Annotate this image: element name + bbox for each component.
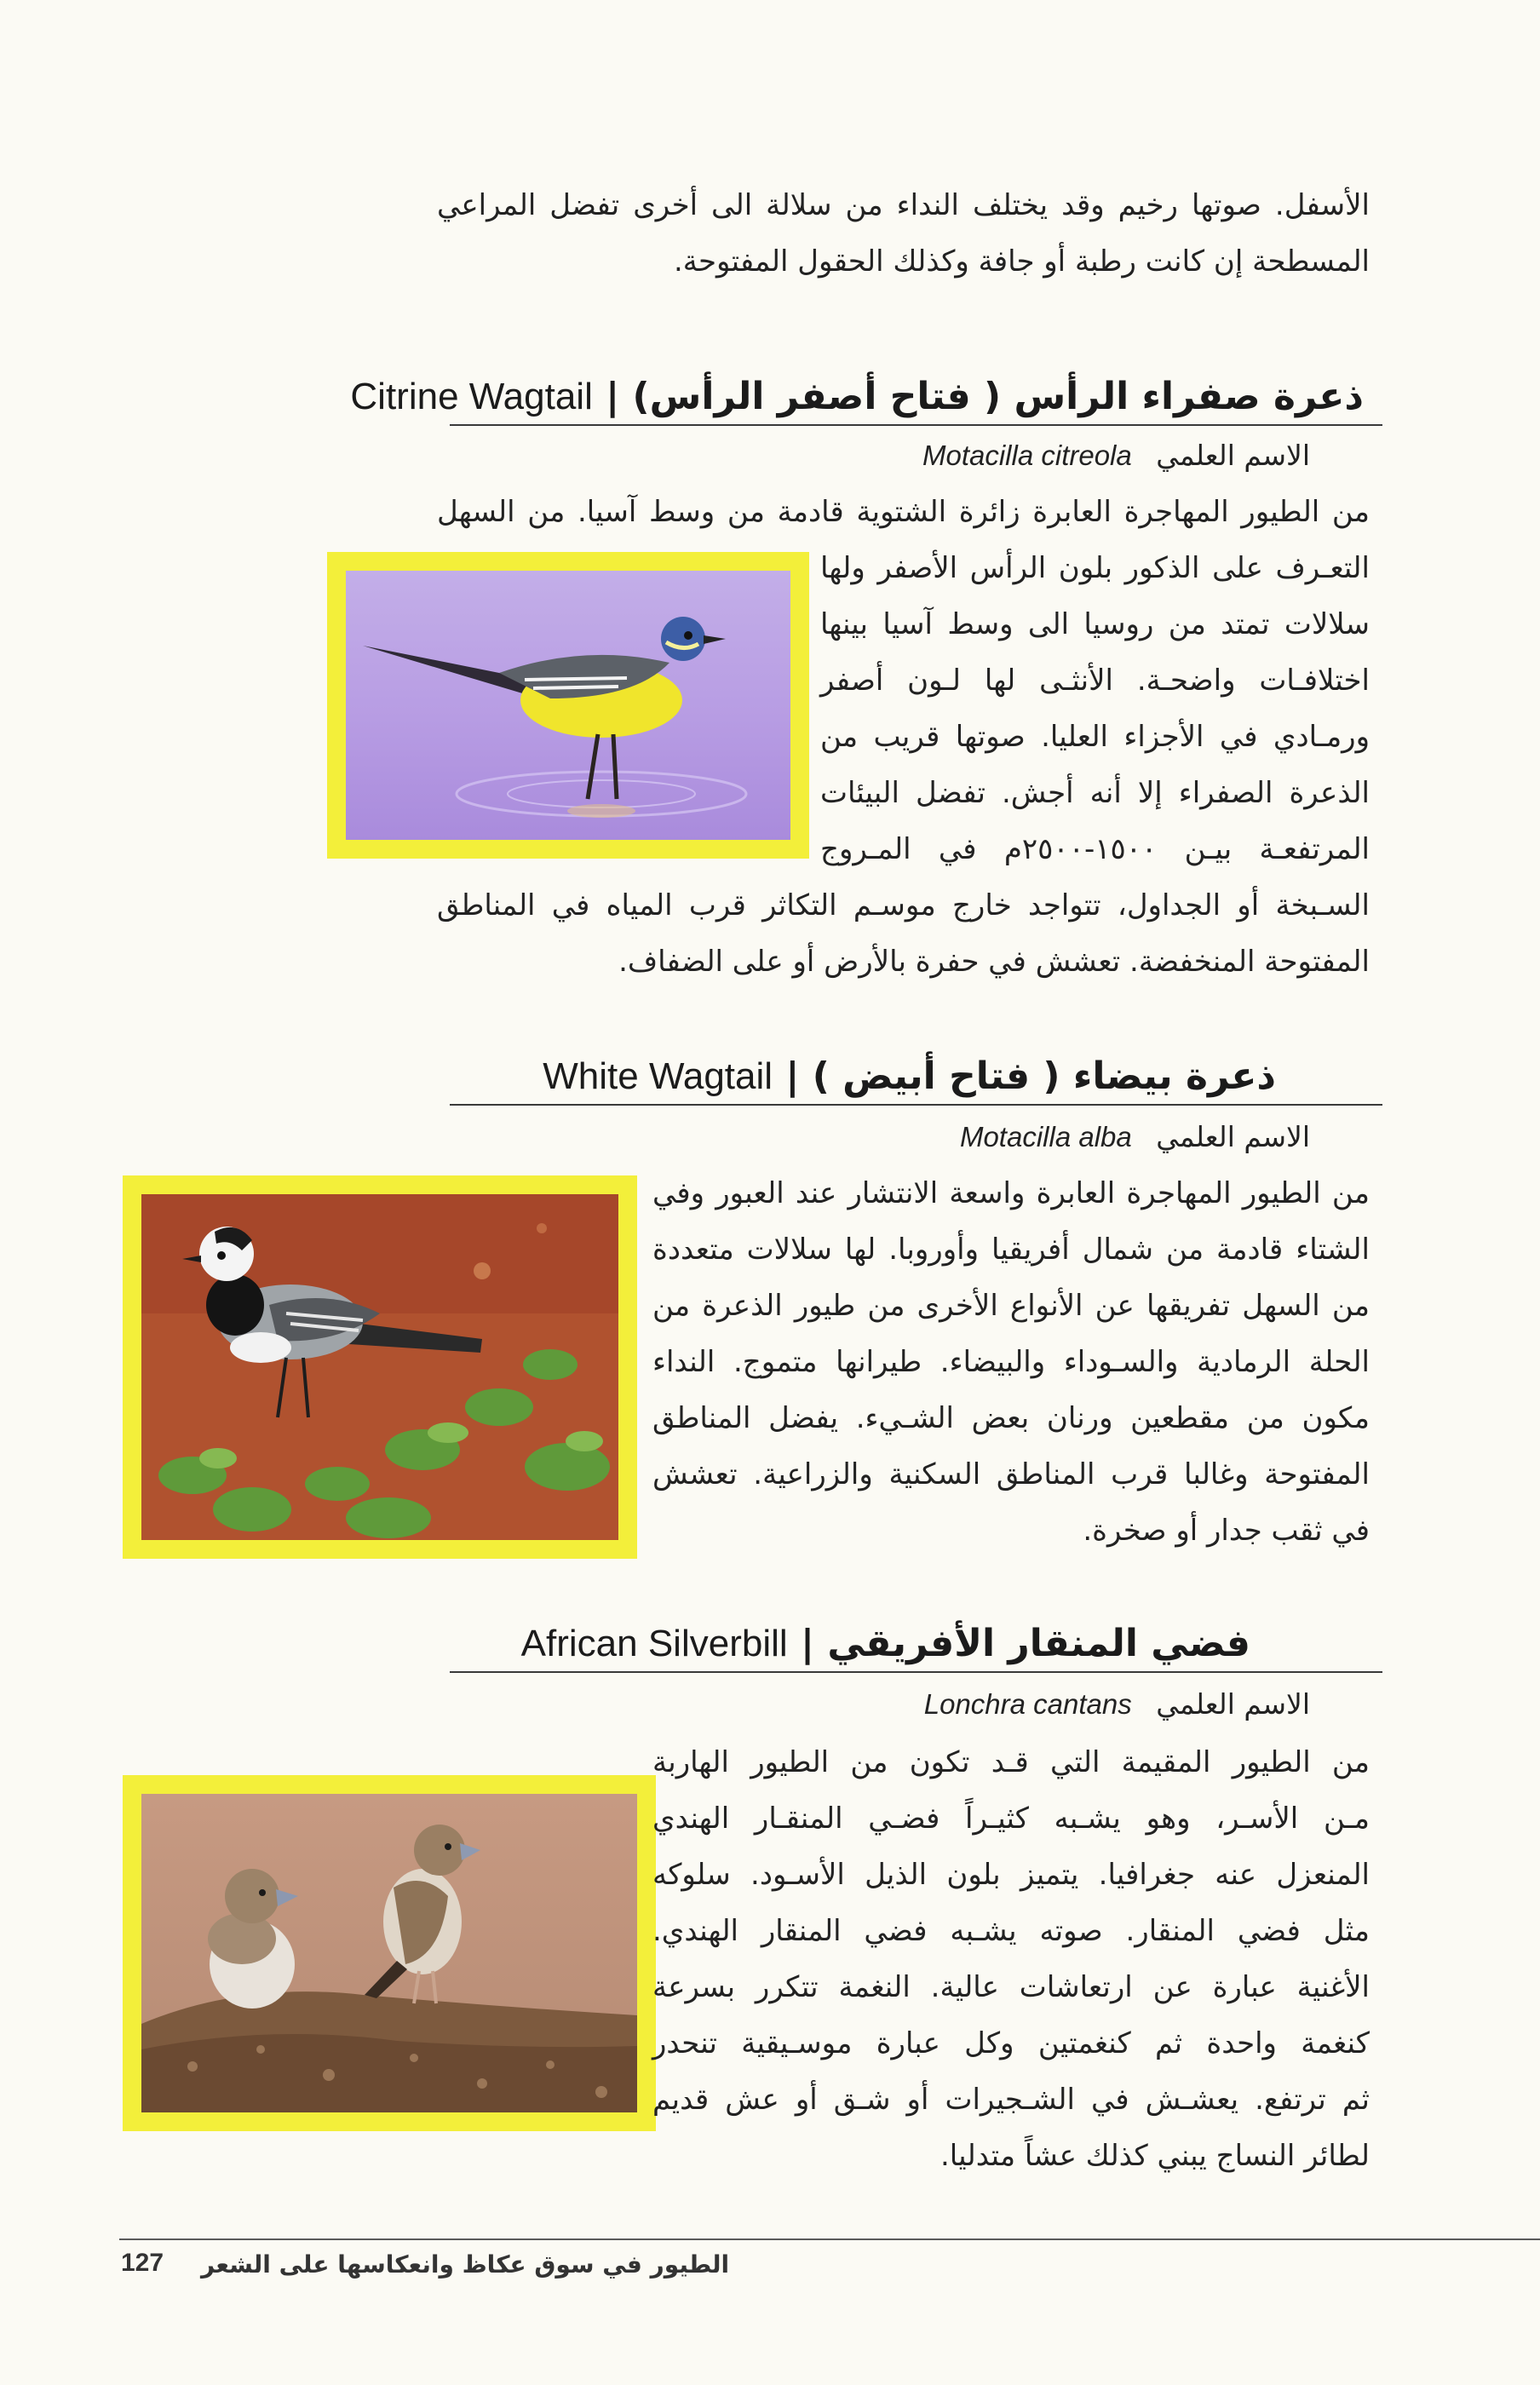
section-rule bbox=[450, 424, 1382, 426]
silverbill-pair-photo bbox=[141, 1794, 637, 2112]
section-title-african-silverbill bbox=[521, 1618, 1250, 1670]
description-line: المفتوحة المنخفضة. تعشش في حفرة بالأرض أو على الضفاف. bbox=[618, 945, 1370, 979]
scientific-name: Motacilla alba bbox=[959, 1121, 1132, 1152]
silverbill-description bbox=[652, 1734, 1370, 2184]
description-line: اختلافـات واضحـة. الأنثـى لها لـون أصفر bbox=[820, 664, 1370, 698]
section-title-citrine-wagtail bbox=[350, 371, 1364, 422]
scientific-name-line bbox=[924, 1683, 1310, 1726]
scientific-name: Motacilla citreola bbox=[922, 440, 1132, 471]
description-line: لطائر النساج يبني كذلك عشاً متدليا. bbox=[940, 2139, 1370, 2173]
description-line: الشتاء قادمة من شمال أفريقيا وأوروبا. لها سلالات متعددة bbox=[652, 1233, 1370, 1267]
description-line: من الطيور المقيمة التي قـد تكون من الطيور الهاربة bbox=[652, 1745, 1370, 1779]
scientific-name-line bbox=[922, 434, 1310, 477]
description-line: من السهل تفريقها عن الأنواع الأخرى من طيور الذعرة من bbox=[652, 1289, 1370, 1323]
scientific-name: Lonchra cantans bbox=[923, 1688, 1132, 1720]
description-line: كنغمة واحدة ثم كنغمتين وكل عبارة موسـيقية تنحدر bbox=[652, 2026, 1370, 2060]
section-title-white-wagtail bbox=[543, 1051, 1276, 1102]
description-line: الأغنية عبارة عن ارتعاشات عالية. النغمة تتكرر بسرعة bbox=[652, 1970, 1370, 2004]
white-wagtail-description bbox=[652, 1165, 1370, 1559]
section-title-arabic: فضي المنقار الأفريقي | bbox=[800, 1622, 1250, 1665]
scientific-name-label: الاسم العلمي bbox=[1156, 1687, 1310, 1721]
description-line: ثم ترتفع. يعشـش في الشـجيرات أو شـق أو عش قديم bbox=[652, 2083, 1370, 2117]
section-title-arabic: ذعرة صفراء الرأس ( فتاح أصفر الرأس) | bbox=[606, 375, 1364, 418]
description-line: مـن الأسـر، وهو يشـبه كثيـراً فضـي المنقـار الهندي bbox=[652, 1802, 1370, 1836]
white-wagtail-photo-frame bbox=[123, 1175, 637, 1559]
section-title-english: African Silverbill bbox=[520, 1623, 788, 1664]
description-line: المنعزل عنه جغرافيا. يتميز بلون الذيل الأسـود. سلوكه bbox=[652, 1858, 1370, 1892]
description-line: الذعرة الصفراء إلا أنه أجش. تفضل البيئات bbox=[820, 776, 1370, 810]
intro-line: المسطحة إن كانت رطبة أو جافة وكذلك الحقول المفتوحة. bbox=[673, 244, 1370, 279]
footer-rule bbox=[119, 2238, 1540, 2240]
description-line: السـبخة أو الجداول، تتواجد خارج موسـم التكاثر قرب المياه في المناطق bbox=[437, 888, 1370, 922]
section-title-arabic: ذعرة بيضاء ( فتاح أبيض ) | bbox=[785, 1055, 1276, 1098]
description-line: من الطيور المهاجرة العابرة واسعة الانتشار عند العبور وفي bbox=[652, 1176, 1370, 1210]
description-line: من الطيور المهاجرة العابرة زائرة الشتوية قادمة من وسط آسيا. من السهل bbox=[437, 495, 1370, 529]
white-wagtail-photo bbox=[141, 1194, 618, 1540]
description-line: الحلة الرمادية والسـوداء والبيضاء. طيرانها متموج. النداء bbox=[652, 1345, 1370, 1379]
section-rule bbox=[450, 1671, 1382, 1673]
page-number: 127 bbox=[121, 2249, 164, 2277]
running-book-title: الطيور في سوق عكاظ وانعكاسها على الشعر bbox=[201, 2250, 730, 2279]
description-line: مكون من مقطعين ورنان بعض الشـيء. يفضل المناطق bbox=[652, 1401, 1370, 1435]
section-rule bbox=[450, 1104, 1382, 1106]
silverbill-photo-frame bbox=[123, 1775, 656, 2131]
section-title-english: White Wagtail bbox=[543, 1055, 773, 1097]
silverbill-pair-illustration bbox=[141, 1794, 637, 2112]
description-line: التعـرف على الذكور بلون الرأس الأصفر ولها bbox=[820, 551, 1370, 585]
description-line: ورمـادي في الأجزاء العليا. صوتها قريب من bbox=[820, 720, 1370, 754]
description-line: سلالات تمتد من روسيا الى وسط آسيا بينها bbox=[820, 607, 1370, 641]
description-line: مثل فضي المنقار. صوته يشـبه فضي المنقار الهندي. bbox=[652, 1914, 1370, 1948]
intro-line: الأسفل. صوتها رخيم وقد يختلف النداء من سلالة الى أخرى تفضل المراعي bbox=[437, 188, 1370, 222]
scientific-name-label: الاسم العلمي bbox=[1156, 1120, 1310, 1153]
white-wagtail-illustration bbox=[141, 1194, 618, 1540]
citrine-wagtail-description bbox=[437, 484, 1370, 990]
scientific-name-line bbox=[960, 1116, 1310, 1158]
scientific-name-label: الاسم العلمي bbox=[1156, 439, 1310, 472]
description-line: المفتوحة وغالبا قرب المناطق السكنية والزراعية. تعشش bbox=[652, 1457, 1370, 1491]
description-line: في ثقب جدار أو صخرة. bbox=[1083, 1514, 1370, 1548]
intro-paragraph bbox=[437, 177, 1370, 290]
description-line: المرتفعـة بيـن ١٥٠٠-٢٥٠٠م في المـروج bbox=[820, 832, 1370, 866]
section-title-english: Citrine Wagtail bbox=[350, 376, 593, 417]
